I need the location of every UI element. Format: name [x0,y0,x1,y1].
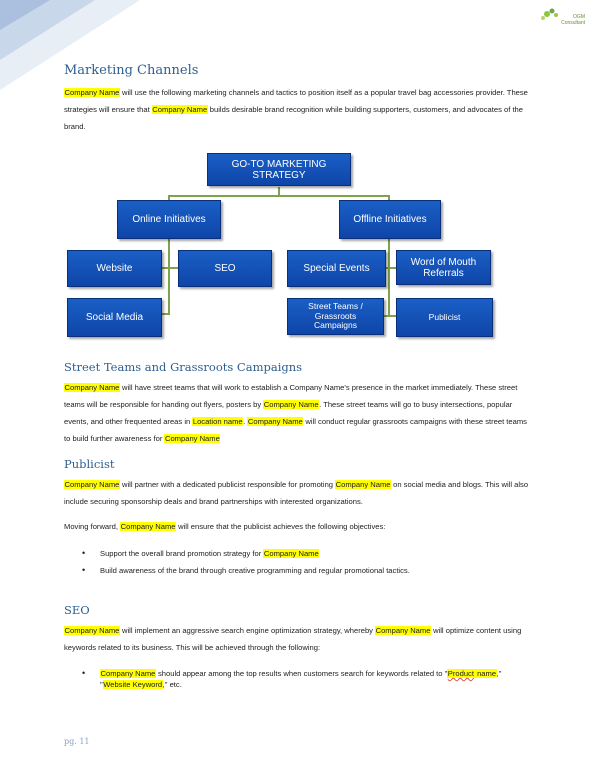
connector [160,267,178,269]
highlight-location-name: Location name [192,417,243,426]
highlight-company-name: Company Name [64,88,120,97]
highlight-company-name: Company Name [375,626,431,635]
connector [278,187,280,195]
connector [388,237,390,315]
box-online-initiatives: Online Initiatives [117,200,221,239]
box-seo: SEO [178,250,272,287]
logo-line1: OGM [573,14,585,20]
highlight-company-name: Company Name [64,480,120,489]
highlight-company-name: Company Name [164,434,220,443]
connector [384,315,396,317]
text-run: should appear among the top results when customers search for keywords related to " [155,669,448,678]
text-run: will use the following marketing channels and tactics to position itself as a popular travel bag accessories provider. These strategies will ensure that [64,88,528,114]
seo-bullet-list [82,668,522,690]
text-run: Moving forward, [64,522,121,531]
bullet-icon: • [82,565,86,575]
text-run: ," etc. [162,680,182,689]
publicist-paragraph [64,476,534,510]
text-run: will optimize content using keywords related to its business. This will be achieved through the following: [64,626,522,652]
connector [168,195,390,197]
bullet-icon: • [82,548,86,558]
highlight-company-name: Company Name [64,626,120,635]
highlight-product-name: name [474,669,497,678]
highlight-company-name: Company Name [263,400,319,409]
text-run: will ensure that the publicist achieves the following objectives: [176,522,386,531]
text-run: will implement an aggressive search engine optimization strategy, whereby [119,626,376,635]
publicist-heading: Publicist [64,457,115,471]
box-street-teams: Street Teams / Grassroots Campaigns [287,298,384,335]
highlight-company-name: Company Name [335,480,391,489]
text-run: builds desirable brand recognition while building supporters, customers, and advocates of the brand. [64,105,523,131]
list-item [82,668,522,690]
highlight-website-keyword: Website Keyword [103,680,163,689]
marketing-channels-heading: Marketing Channels [64,63,199,78]
box-social-media: Social Media [67,298,162,337]
box-publicist: Publicist [396,298,493,337]
text-run: Build awareness of the brand through creative programming and regular promotional tactics. [100,566,410,575]
highlight-company-name: Company Name [152,105,208,114]
page-number: pg. 11 [64,737,90,746]
text-run: on social media and blogs. This will also include securing sponsorship deals and brand partnerships with interested organizations. [64,480,529,506]
list-item [82,548,522,559]
box-special-events: Special Events [287,250,386,287]
seo-heading: SEO [64,603,90,617]
publicist-bullet-list [82,548,522,576]
street-teams-paragraph [64,379,534,447]
text-run: will conduct regular grassroots campaigns with these street teams to build further awareness for [64,417,527,443]
text-run: will partner with a dedicated publicist responsible for promoting [119,480,336,489]
publicist-objectives-intro [64,518,534,535]
marketing-paragraph [64,84,534,135]
box-go-to-marketing-strategy: GO-TO MARKETING STRATEGY [207,153,351,186]
highlight-company-name: Company Name [64,383,120,392]
street-teams-heading: Street Teams and Grassroots Campaigns [64,360,303,374]
highlight-company-name: Company Name [247,417,303,426]
highlight-company-name: Company Name [263,549,319,558]
logo-text [561,14,585,26]
seo-paragraph [64,622,534,656]
box-offline-initiatives: Offline Initiatives [339,200,441,239]
text-run: . These street teams will go to busy intersections, popular events, and other frequented areas in [64,400,513,426]
logo-line2: Consultant [561,20,585,26]
text-run: " [100,680,103,689]
text-run: Support the overall brand promotion strategy for [100,549,264,558]
box-website: Website [67,250,162,287]
bullet-icon: • [82,668,86,678]
text-run: will have street teams that will work to establish a Company Name's presence in the market immediately. These street teams will be responsible for handing out flyers, posters by [64,383,518,409]
highlight-company-name: Company Name [100,669,156,678]
text-run: ," [496,669,502,678]
highlight-company-name: Company Name [120,522,176,531]
text-run: . [243,417,248,426]
highlight-product: Product [447,669,474,678]
list-item [82,565,522,576]
box-word-of-mouth: Word of Mouth Referrals [396,250,491,285]
connector [168,237,170,313]
